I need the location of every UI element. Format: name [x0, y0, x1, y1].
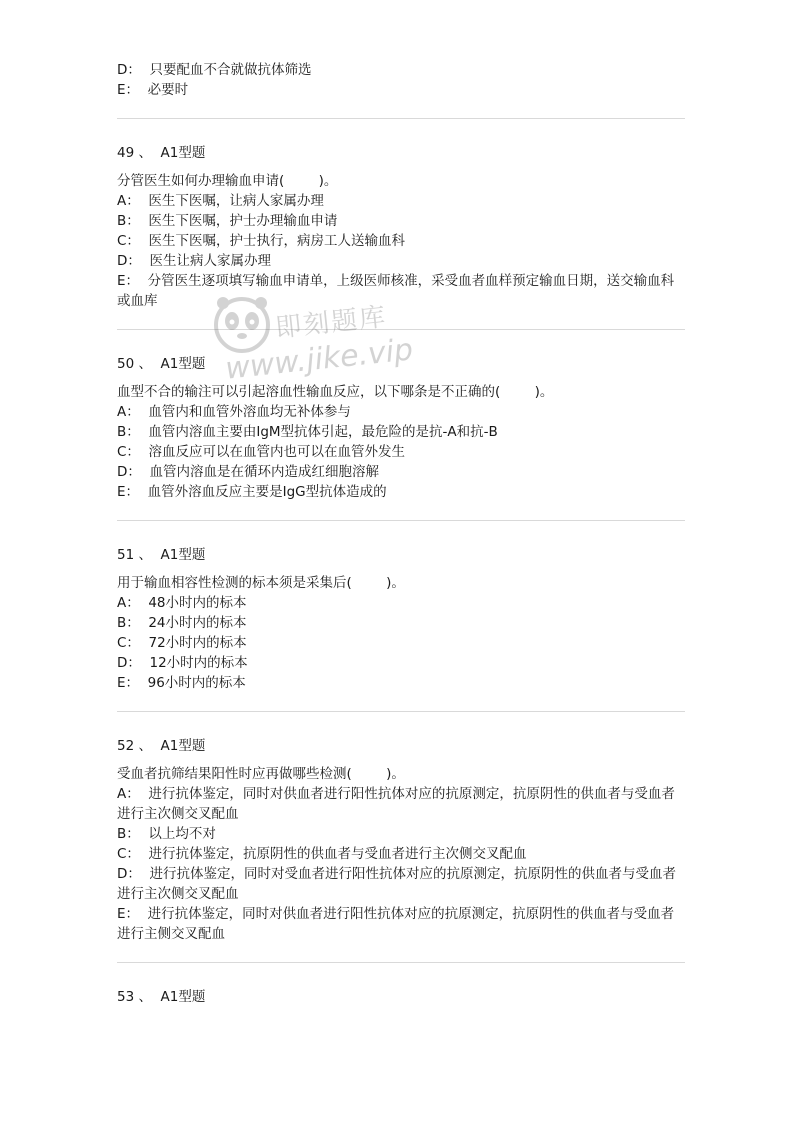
option-d: D： 医生让病人家属办理: [117, 253, 271, 269]
question-separator: [117, 711, 685, 712]
question-separator: [117, 329, 685, 330]
question-stem: 用于输血相容性检测的标本须是采集后( )。: [117, 575, 405, 591]
question-separator: [117, 118, 685, 119]
question-52: [117, 736, 685, 944]
question-stem: 分管医生如何办理输血申请( )。: [117, 173, 338, 189]
option-a: A： 医生下医嘱，让病人家属办理: [117, 193, 324, 209]
watermark-url: www.jike.vip: [223, 332, 415, 387]
option-a: A： 48小时内的标本: [117, 595, 247, 611]
option-c: C： 溶血反应可以在血管内也可以在血管外发生: [117, 444, 406, 460]
option-e: E： 96小时内的标本: [117, 675, 246, 691]
question-number: 53 、 A1型题: [117, 989, 206, 1005]
question-stem: 血型不合的输注可以引起溶血性输血反应，以下哪条是不正确的( )。: [117, 384, 554, 400]
option-d: D： 只要配血不合就做抗体筛选: [117, 62, 312, 78]
watermark-brand: 即刻题库: [274, 302, 389, 344]
question-51: [117, 545, 685, 693]
option-d: D： 血管内溶血是在循环内造成红细胞溶解: [117, 464, 379, 480]
option-e: E： 分管医生逐项填写输血申请单，上级医师核准，采受血者血样预定输血日期，送交输血科或血库: [117, 273, 675, 309]
question-stem: 受血者抗筛结果阳性时应再做哪些检测( )。: [117, 766, 405, 782]
option-d: D： 12小时内的标本: [117, 655, 248, 671]
question-number: 49 、 A1型题: [117, 145, 206, 161]
option-a: A： 血管内和血管外溶血均无补体参与: [117, 404, 351, 420]
question-number: 52 、 A1型题: [117, 738, 206, 754]
question-53: [117, 987, 685, 1007]
document-page: [117, 60, 685, 1015]
option-d: D： 进行抗体鉴定，同时对受血者进行阳性抗体对应的抗原测定，抗原阴性的供血者与受血者进行主次侧交叉配血: [117, 866, 676, 902]
option-b: B： 血管内溶血主要由IgM型抗体引起，最危险的是抗-A和抗-B: [117, 424, 498, 440]
option-b: B： 医生下医嘱，护士办理输血申请: [117, 213, 338, 229]
option-c: C： 医生下医嘱，护士执行，病房工人送输血科: [117, 233, 406, 249]
question-50: [117, 354, 685, 502]
option-e: E： 必要时: [117, 82, 189, 98]
question-49: [117, 143, 685, 311]
question-separator: [117, 962, 685, 963]
lead-options: [117, 60, 685, 100]
option-c: C： 进行抗体鉴定，抗原阴性的供血者与受血者进行主次侧交叉配血: [117, 846, 527, 862]
question-separator: [117, 520, 685, 521]
option-a: A： 进行抗体鉴定，同时对供血者进行阳性抗体对应的抗原测定，抗原阴性的供血者与受血者进行主次侧交叉配血: [117, 786, 675, 822]
option-b: B： 24小时内的标本: [117, 615, 247, 631]
question-number: 51 、 A1型题: [117, 547, 206, 563]
option-e: E： 血管外溶血反应主要是IgG型抗体造成的: [117, 484, 387, 500]
option-b: B： 以上均不对: [117, 826, 216, 842]
question-number: 50 、 A1型题: [117, 356, 206, 372]
option-e: E： 进行抗体鉴定，同时对供血者进行阳性抗体对应的抗原测定，抗原阴性的供血者与受血者进行主侧交叉配血: [117, 906, 675, 942]
option-c: C： 72小时内的标本: [117, 635, 247, 651]
